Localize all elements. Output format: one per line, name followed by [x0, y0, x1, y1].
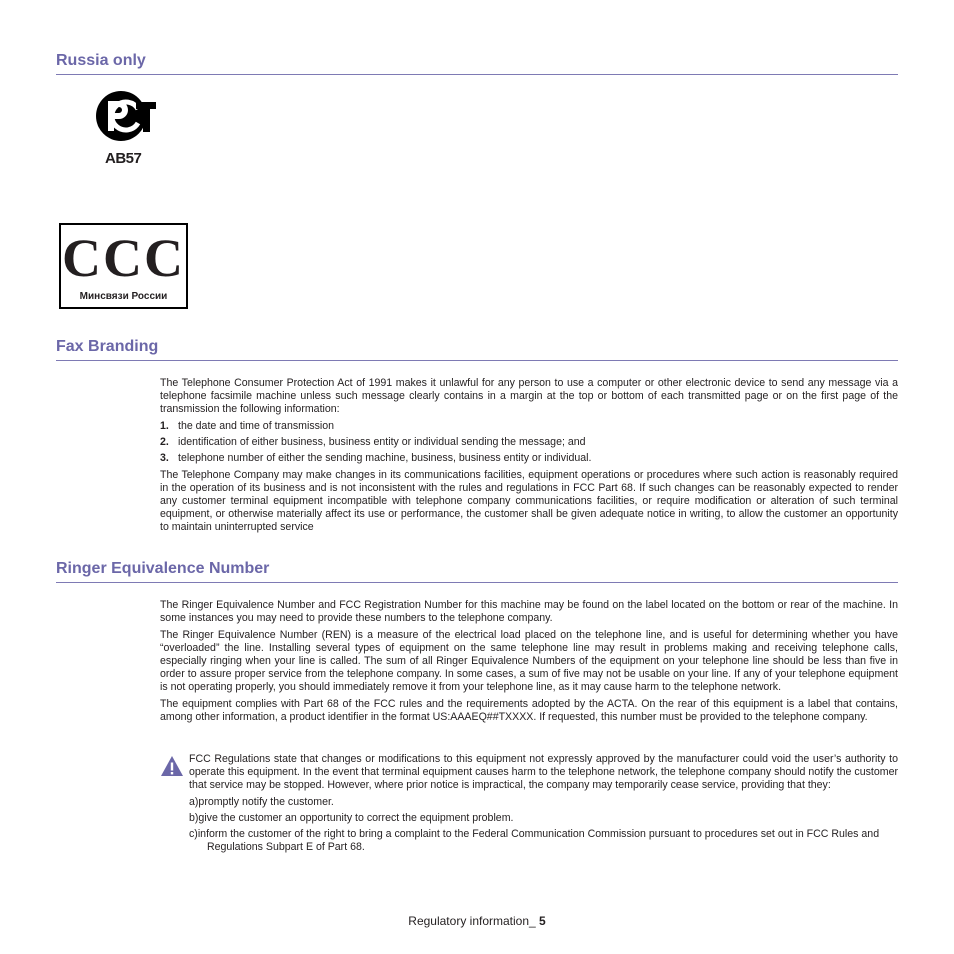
paragraph: The Ringer Equivalence Number (REN) is a measure of the electrical load placed on the telephone line, and is useful for determining whether you have “overloaded” the line. Installing several types of equipment on the same telephone line may result in problems making and receiving telephone calls, especially ringing when your line is called. The sum of all Ringer Equivalence Numbers of the equipment on your telephone line should be less than five in order to assure proper service from the telephone company. In some cases, a sum of five may not be usable on your line. If any of your telephone equipment is not operating properly, you should immediately remove it from your telephone line, as it may cause harm to the telephone network. [160, 629, 898, 693]
paragraph: The equipment complies with Part 68 of the FCC rules and the requirements adopted by the ACTA. On the rear of this equipment is a label that contains, among other information, a product identifier in the format US:AAAEQ##TXXXX. If requested, this number must be provided to the telephone company. [160, 698, 898, 723]
paragraph: The Telephone Consumer Protection Act of 1991 makes it unlawful for any person to use a computer or other electronic device to send any message via a telephone facsimile machine unless such message clearly contains in a margin at the top or bottom of each transmitted page or on the first page of the transmission the following information: [160, 377, 898, 415]
list-item: 1. the date and time of transmission [160, 420, 335, 432]
page-number: 5 [539, 914, 546, 928]
list-item: 3. telephone number of either the sending machine, business, business entity or individual. [160, 452, 592, 464]
page-footer [0, 914, 954, 928]
list-item: a)promptly notify the customer. [189, 796, 334, 808]
warning-note [160, 753, 898, 857]
warning-icon [160, 755, 184, 777]
lettered-list [189, 796, 898, 854]
list-item: b)give the customer an opportunity to correct the equipment problem. [189, 812, 514, 824]
list-item: c)inform the customer of the right to bring a complaint to the Federal Communication Commission pursuant to procedures set out in FCC Rules and Regulations Subpart E of Part 68. [189, 828, 880, 853]
section-divider [56, 582, 898, 583]
paragraph: FCC Regulations state that changes or modifications to this equipment not expressly approved by the manufacturer could void the user’s authority to operate this equipment. In the event that terminal equipment causes harm to the telephone network, the telephone company should notify the customer that service may be stopped. However, where prior notice is impractical, the company may temporarily cease service, providing that they: [189, 753, 898, 791]
section-title-russia: Russia only [56, 52, 146, 69]
pct-label: AB57 [105, 150, 142, 167]
numbered-list [160, 420, 898, 465]
section-title-ringer-equivalence: Ringer Equivalence Number [56, 560, 270, 577]
paragraph: The Telephone Company may make changes in its communications facilities, equipment operations or procedures where such action is reasonably required in the operation of its business and is not inconsistent with the rules and regulations in FCC Part 68. If such changes can be reasonably expected to render any customer terminal equipment incompatible with telephone company communications facilities, or require modification or alteration of such terminal equipment, or otherwise materially affect its use or performance, the customer shall be given adequate notice in writing, to allow the customer an opportunity to maintain uninterrupted service [160, 469, 898, 533]
gost-r-mark [94, 89, 158, 165]
ccc-logo: CCC [62, 228, 185, 288]
ren-body [160, 599, 898, 728]
paragraph: The Ringer Equivalence Number and FCC Registration Number for this machine may be found on the label located on the bottom or rear of the machine. In some instances you may need to provide these numbers to the telephone company. [160, 599, 898, 624]
section-divider [56, 74, 898, 75]
list-item: 2. identification of either business, business entity or individual sending the message; and [160, 436, 586, 448]
pct-logo-icon [94, 89, 158, 145]
fax-branding-body [160, 377, 898, 538]
warning-text [189, 753, 898, 854]
ccc-label: Минсвязи России [79, 291, 168, 302]
section-divider [56, 360, 898, 361]
footer-text: Regulatory information_ [408, 914, 540, 928]
ccc-mark [59, 223, 188, 309]
section-title-fax-branding: Fax Branding [56, 338, 159, 355]
